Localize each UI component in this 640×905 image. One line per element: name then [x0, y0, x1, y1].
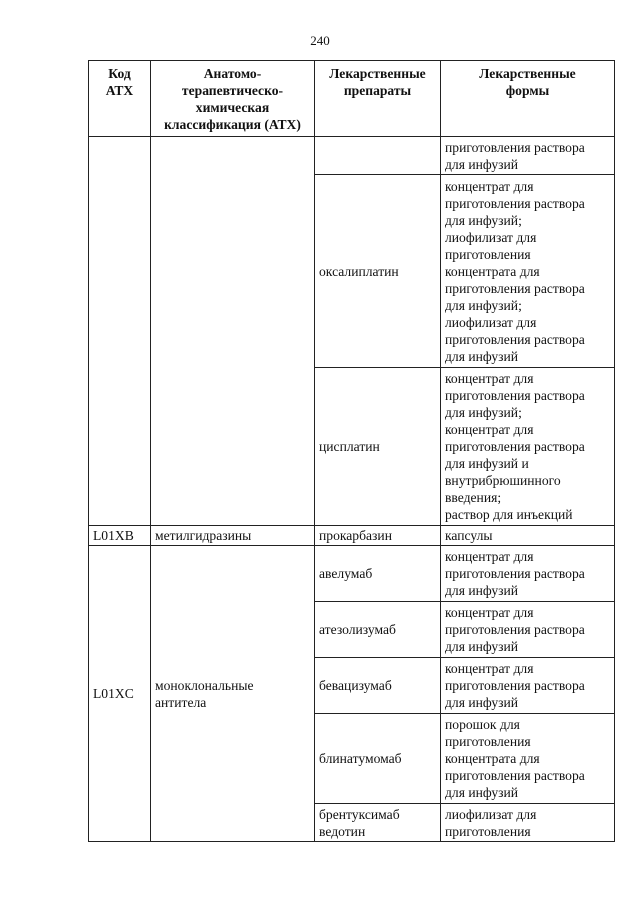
class-cell: моноклональные антитела [151, 546, 315, 842]
page-number: 240 [310, 33, 330, 48]
drug-cell: оксалиплатин [315, 175, 441, 368]
drug-cell: атезолизумаб [315, 602, 441, 658]
drug-cell: цисплатин [315, 368, 441, 526]
code-cell: L01XC [89, 546, 151, 842]
atx-table [88, 60, 615, 842]
code-cell: L01XB [89, 526, 151, 546]
form-cell: концентрат для приготовления раствора для инфузий; лиофилизат для приготовления концентрата для приготовления раствора для инфузий; лиофилизат для приготовления раствора для инфузий [441, 175, 615, 368]
drug-cell: авелумаб [315, 546, 441, 602]
header-forms: Лекарственные формы [441, 61, 615, 137]
form-cell: капсулы [441, 526, 615, 546]
class-cell-empty [151, 137, 315, 526]
drug-cell: брентуксимаб ведотин [315, 804, 441, 842]
form-cell: лиофилизат для приготовления [441, 804, 615, 842]
table-header-row [89, 61, 615, 137]
drug-cell: блинатумомаб [315, 714, 441, 804]
form-cell: приготовления раствора для инфузий [441, 137, 615, 175]
header-code: Код АТХ [89, 61, 151, 137]
form-cell: концентрат для приготовления раствора для инфузий [441, 602, 615, 658]
code-cell-empty [89, 137, 151, 526]
header-classification: Анатомо- терапевтическо- химическая классификация (АТХ) [151, 61, 315, 137]
table-row [89, 546, 615, 602]
header-drugs: Лекарственные препараты [315, 61, 441, 137]
drug-cell: бевацизумаб [315, 658, 441, 714]
table-row [89, 137, 615, 175]
form-cell: порошок для приготовления концентрата для приготовления раствора для инфузий [441, 714, 615, 804]
table-row [89, 526, 615, 546]
class-cell: метилгидразины [151, 526, 315, 546]
form-cell: концентрат для приготовления раствора для инфузий [441, 546, 615, 602]
drug-cell [315, 137, 441, 175]
form-cell: концентрат для приготовления раствора для инфузий [441, 658, 615, 714]
form-cell: концентрат для приготовления раствора для инфузий; концентрат для приготовления раствора для инфузий и внутрибрюшинного введения; раствор для инъекций [441, 368, 615, 526]
drug-cell: прокарбазин [315, 526, 441, 546]
